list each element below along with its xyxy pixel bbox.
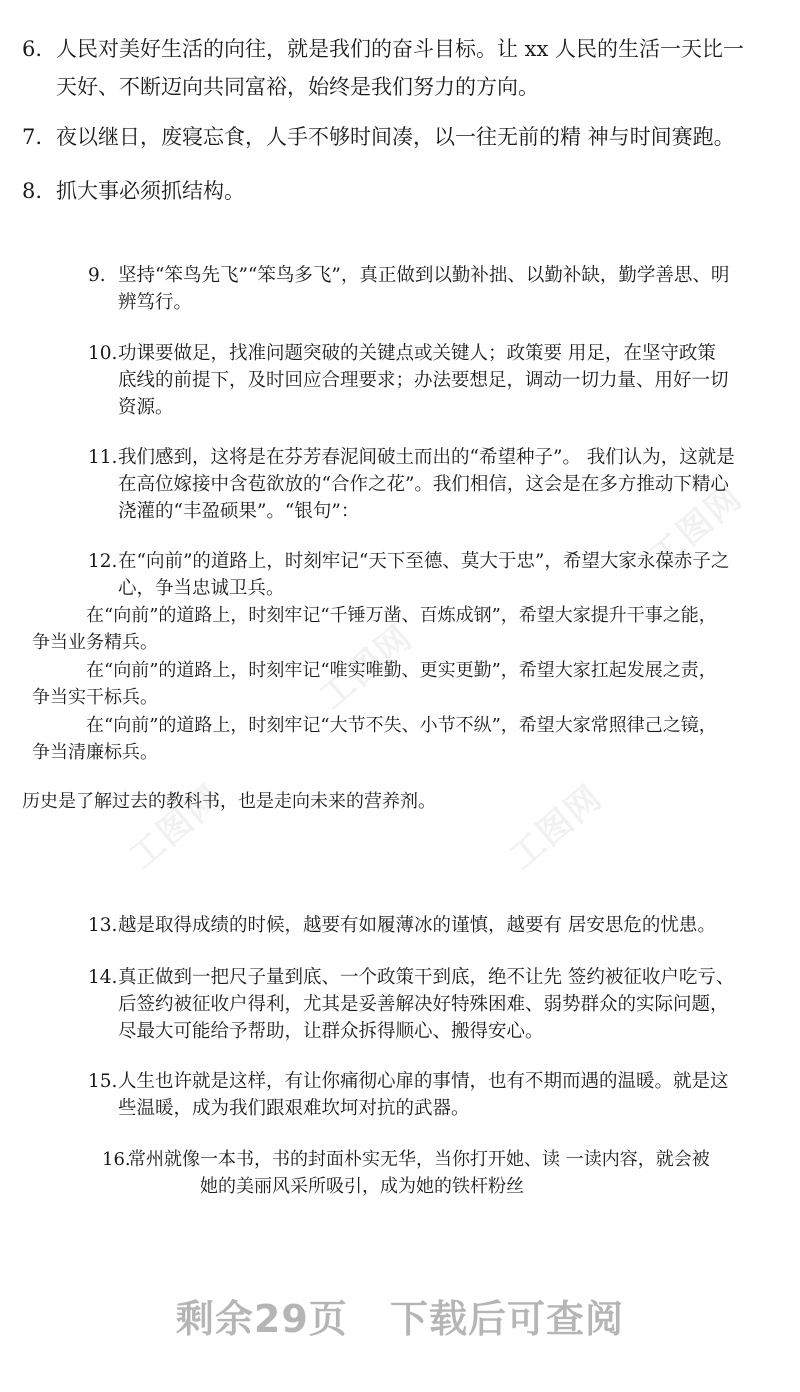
watermark: 工图网	[502, 777, 611, 878]
item-text-line: 真正做到一把尺子量到底、一个政策干到底，绝不让先 签约被征收户吃亏、	[118, 967, 735, 988]
item-text-line: 人民对美好生活的向往，就是我们的奋斗目标。让 xx 人民的生活一天比一	[56, 37, 745, 61]
item-text-line: 浇灌的“丰盈硕果”。“银句”：	[118, 501, 360, 522]
item-text-line: 些温暖，成为我们跟艰难坎坷对抗的武器。	[118, 1098, 470, 1119]
item-text-line: 心，争当忠诚卫兵。	[118, 578, 285, 599]
list-item-9	[88, 262, 729, 316]
item-text-line: 后签约被征收户得利，尤其是妥善解决好特殊困难、弱势群众的实际问题，	[118, 994, 729, 1015]
paragraph-line: 在“向前”的道路上，时刻牢记“大节不失、小节不纵”，希望大家常照律己之镜，	[86, 715, 717, 736]
list-item-10	[88, 340, 729, 421]
watermark: 工图网	[122, 777, 231, 878]
paragraph-line: 在“向前”的道路上，时刻牢记“千锤万凿、百炼成钢”，希望大家提升干事之能，	[86, 605, 717, 626]
item-number: 12.	[88, 551, 118, 572]
list-item-14	[88, 964, 734, 1045]
list-item-6	[22, 30, 744, 106]
item-number: 16.	[102, 1149, 131, 1170]
item-number: 13.	[88, 915, 118, 936]
item-text-line: 坚持“笨鸟先飞”“笨鸟多飞”，真正做到以勤补拙、以勤补缺，勤学善思、明	[118, 265, 730, 286]
item-text-line: 越是取得成绩的时候，越要有如履薄冰的谨慎，越要有 居安思危的忧患。	[118, 915, 716, 936]
paragraph-line: 争当清廉标兵。	[32, 742, 158, 763]
list-item-7	[22, 118, 735, 156]
list-item-11	[88, 444, 735, 525]
list-item-8	[22, 172, 245, 210]
item-number: 6.	[22, 37, 43, 61]
item-text-line: 天好、不断迈向共同富裕，始终是我们努力的方向。	[56, 75, 539, 99]
download-prompt[interactable]	[0, 1288, 800, 1343]
item-text-line: 辨笃行。	[118, 292, 193, 313]
item-text-line: 资源。	[118, 397, 174, 418]
item-text-line: 她的美丽风采所吸引，成为她的铁杆粉丝	[200, 1176, 524, 1197]
item-text-line: 夜以继日，废寝忘食，人手不够时间凑，以一往无前的精 神与时间赛跑。	[56, 125, 735, 149]
item-text-line: 尽最大可能给予帮助，让群众拆得顺心、搬得安心。	[118, 1021, 544, 1042]
item-number: 14.	[88, 967, 118, 988]
remaining-pages-label: 剩余29页	[175, 1297, 348, 1341]
watermark: 工图网	[642, 477, 751, 578]
paragraph-line: 在“向前”的道路上，时刻牢记“唯实唯勤、更实更勤”，希望大家扛起发展之责，	[86, 660, 717, 681]
watermark: 工图网	[312, 617, 421, 718]
item-number: 7.	[22, 125, 43, 149]
item-text-line: 在“向前”的道路上，时刻牢记“天下至德、莫大于忠”，希望大家永葆赤子之	[118, 551, 730, 572]
list-item-12	[88, 548, 729, 602]
item-number: 8.	[22, 179, 43, 203]
list-item-16	[102, 1146, 710, 1200]
item-text-line: 抓大事必须抓结构。	[56, 179, 245, 203]
item-text-line: 功课要做足，找准问题突破的关键点或关键人；政策要 用足，在坚守政策	[118, 343, 716, 364]
item-number: 15.	[88, 1071, 118, 1092]
item-number: 9.	[88, 265, 106, 286]
list-item-15	[88, 1068, 729, 1122]
item-text-line: 在高位嫁接中含苞欲放的“合作之花”。我们相信，这会是在多方推动下精心	[118, 474, 729, 495]
item-text-line: 我们感到，这将是在芬芳春泥间破土而出的“希望种子”。 我们认为，这就是	[118, 447, 735, 468]
paragraph-line: 争当实干标兵。	[32, 687, 158, 708]
item-text-line: 常州就像一本书，书的封面朴实无华，当你打开她、读 一读内容，就会被	[128, 1149, 710, 1170]
paragraph-line: 争当业务精兵。	[32, 632, 158, 653]
item-text-line: 人生也许就是这样，有让你痛彻心扉的事情，也有不期而遇的温暖。就是这	[118, 1071, 729, 1092]
item-number: 11.	[88, 447, 118, 468]
item-number: 10.	[88, 343, 118, 364]
list-item-13	[88, 912, 716, 939]
standalone-sentence: 历史是了解过去的教科书，也是走向未来的营养剂。	[22, 791, 436, 812]
item-text-line: 底线的前提下，及时回应合理要求；办法要想足，调动一切力量、用好一切	[118, 370, 729, 391]
download-label[interactable]: 下载后可查阅	[390, 1297, 625, 1341]
